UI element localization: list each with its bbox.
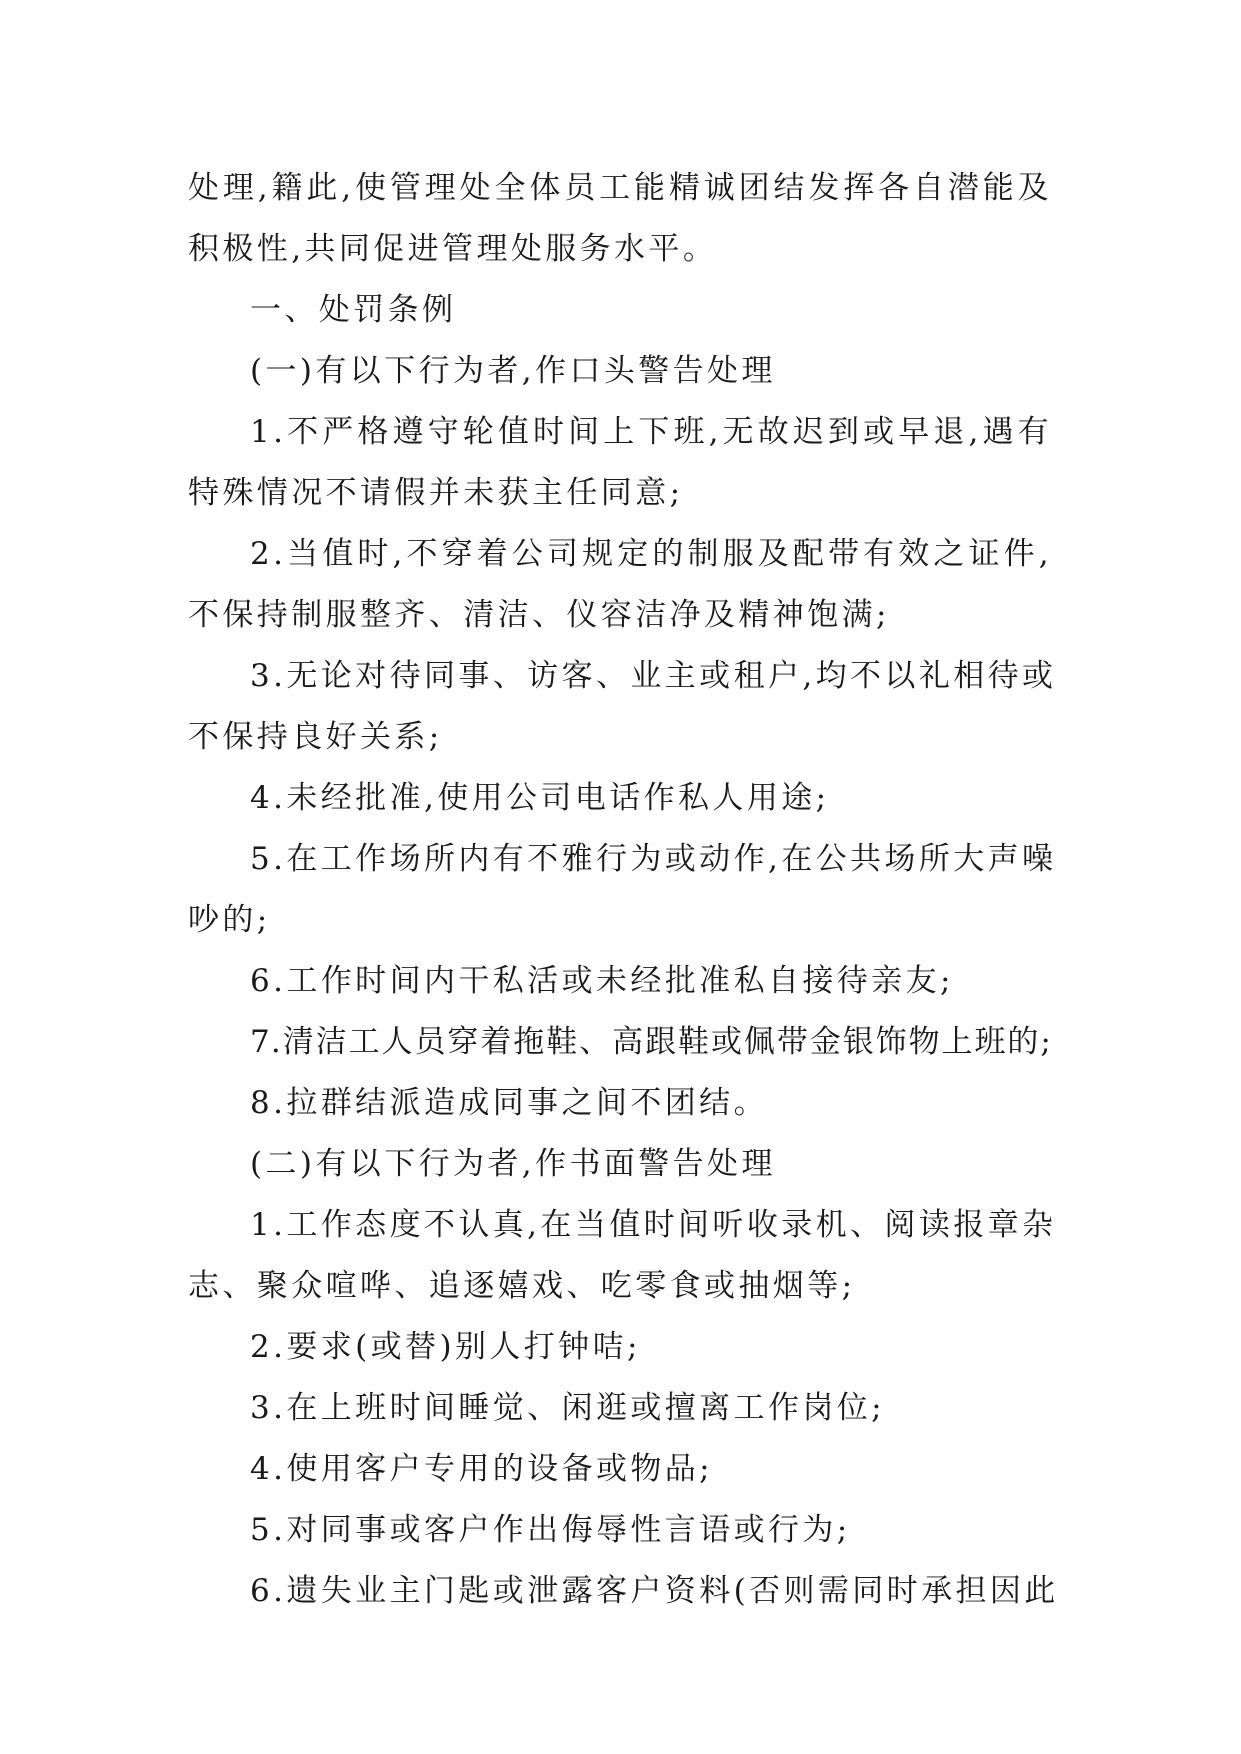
list-item-line: 2.要求(或替)别人打钟咭; xyxy=(250,1329,641,1365)
list-item-line: 3.无论对待同事、访客、业主或租户,均不以礼相待或 xyxy=(250,658,1057,694)
subsection-heading: (一)有以下行为者,作口头警告处理 xyxy=(250,353,776,389)
list-item-line: 吵的; xyxy=(188,902,271,938)
paragraph-line: 积极性,共同促进管理处服务水平。 xyxy=(188,231,718,267)
list-item-line: 志、聚众喧哗、追逐嬉戏、吃零食或抽烟等; xyxy=(188,1268,856,1304)
list-item-line: 不保持制服整齐、清洁、仪容洁净及精神饱满; xyxy=(188,597,890,633)
subsection-heading: (二)有以下行为者,作书面警告处理 xyxy=(250,1146,776,1182)
list-item-line: 5.在工作场所内有不雅行为或动作,在公共场所大声噪 xyxy=(250,841,1057,877)
list-item-line: 5.对同事或客户作出侮辱性言语或行为; xyxy=(250,1512,851,1548)
list-item-line: 1.工作态度不认真,在当值时间听收录机、阅读报章杂 xyxy=(250,1207,1057,1243)
list-item-line: 3.在上班时间睡觉、闲逛或擅离工作岗位; xyxy=(250,1390,886,1426)
list-item-line: 4.未经批准,使用公司电话作私人用途; xyxy=(250,780,830,816)
paragraph-line: 处理,籍此,使管理处全体员工能精诚团结发挥各自潜能及 xyxy=(188,170,1052,206)
list-item-line: 2.当值时,不穿着公司规定的制服及配带有效之证件, xyxy=(250,536,1052,572)
list-item-line: 不保持良好关系; xyxy=(188,719,443,755)
list-item-line: 6.工作时间内干私活或未经批准私自接待亲友; xyxy=(250,963,954,999)
list-item-line: 特殊情况不请假并未获主任同意; xyxy=(188,475,684,511)
list-item-line: 4.使用客户专用的设备或物品; xyxy=(250,1451,714,1487)
list-item-line: 8.拉群结派造成同事之间不团结。 xyxy=(250,1085,768,1121)
list-item-line: 6.遗失业主门匙或泄露客户资料(否则需同时承担因此 xyxy=(250,1573,1059,1609)
list-item-line: 7.清洁工人员穿着拖鞋、高跟鞋或佩带金银饰物上班的; xyxy=(250,1024,1052,1060)
list-item-line: 1.不严格遵守轮值时间上下班,无故迟到或早退,遇有 xyxy=(250,414,1052,450)
section-heading: 一、处罚条例 xyxy=(250,292,457,328)
document-body xyxy=(188,158,1059,1622)
